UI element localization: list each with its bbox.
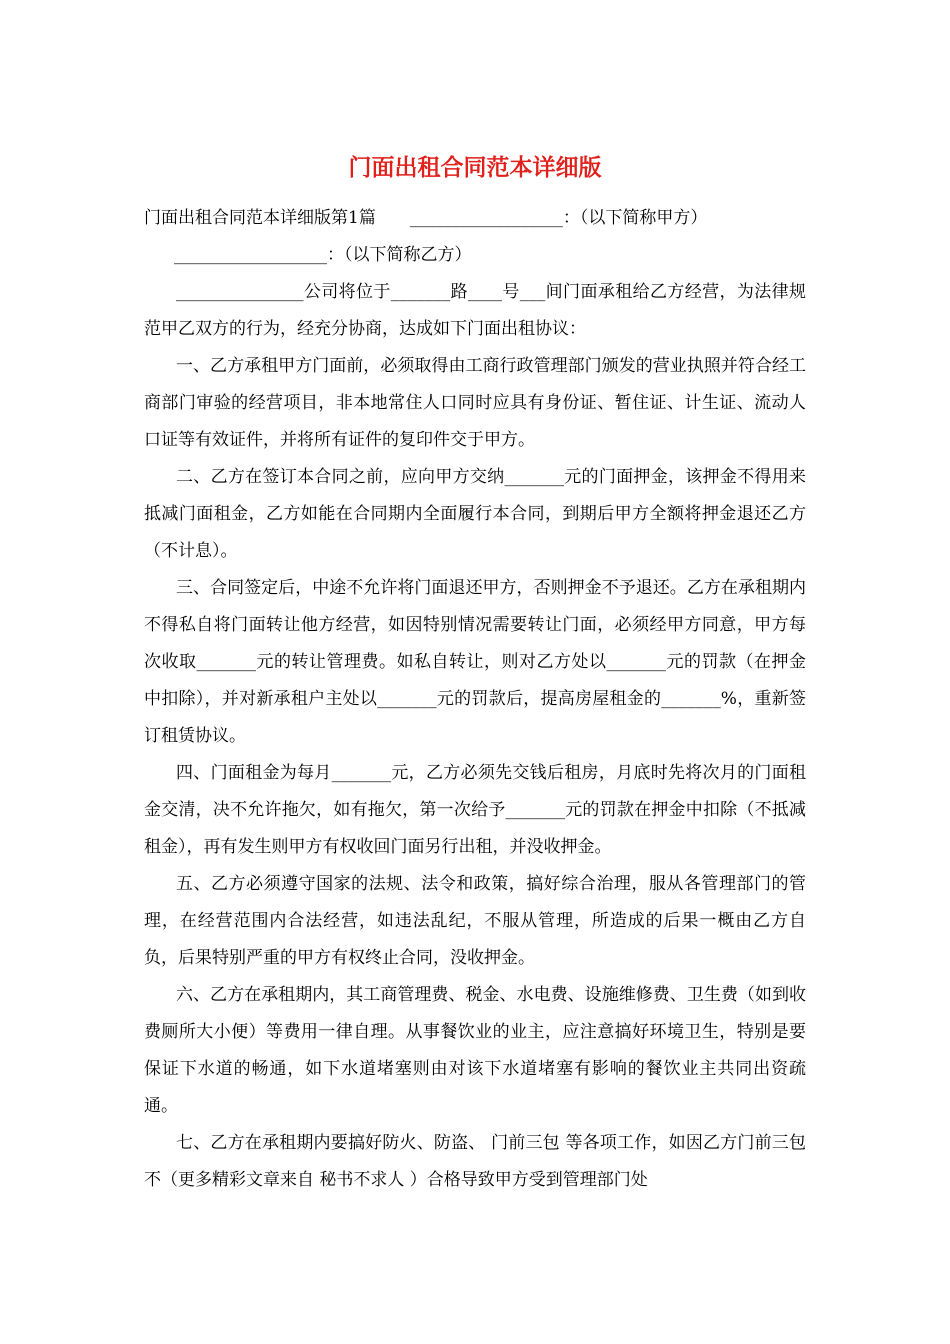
clause-3: 三、合同签定后，中途不允许将门面退还甲方，否则押金不予退还。乙方在承租期内不得私自将门面转让他方经营，如因特别情况需要转让门面，必须经甲方同意，甲方每次收取_______元的转让管理费。如私自转让，则对乙方处以_______元的罚款（在押金中扣除），并对新承租户主处以_______元的罚款后，提高房屋租金的_______%，重新签订租赁协议。 xyxy=(144,578,806,746)
clause-6: 六、乙方在承租期内，其工商管理费、税金、水电费、设施维修费、卫生费（如到收费厕所大小便）等费用一律自理。从事餐饮业的业主，应注意搞好环境卫生，特别是要保证下水道的畅通，如下水道堵塞则由对该下水道堵塞有影响的餐饮业主共同出资疏通。 xyxy=(144,985,806,1116)
party-b-line: __________________：（以下简称乙方） xyxy=(174,245,472,265)
clause-4: 四、门面租金为每月_______元，乙方必须先交钱后租房，月底时先将次月的门面租金交清，决不允许拖欠，如有拖欠，第一次给予_______元的罚款在押金中扣除（不抵减租金），再有发生则甲方有权收回门面另行出租，并没收押金。 xyxy=(144,763,806,857)
document-title: 门面出租合同范本详细版 xyxy=(348,154,602,181)
clause-1: 一、乙方承租甲方门面前，必须取得由工商行政管理部门颁发的营业执照并符合经工商部门审验的经营项目，非本地常住人口同时应具有身份证、暂住证、计生证、流动人口证等有效证件，并将所有证件的复印件交于甲方。 xyxy=(144,356,806,450)
clause-2: 二、乙方在签订本合同之前，应向甲方交纳_______元的门面押金，该押金不得用来抵减门面租金，乙方如能在合同期内全面履行本合同，到期后甲方全额将押金退还乙方（不计息）。 xyxy=(144,467,806,561)
clause-5: 五、乙方必须遵守国家的法规、法令和政策，搞好综合治理，服从各管理部门的管理，在经营范围内合法经营，如违法乱纪，不服从管理，所造成的后果一概由乙方自负，后果特别严重的甲方有权终止合同，没收押金。 xyxy=(144,874,806,968)
clause-7: 七、乙方在承租期内要搞好防火、防盗、 门前三包 等各项工作，如因乙方门前三包 不（更多精彩文章来自 秘书不求人 ）合格导致甲方受到管理部门处 xyxy=(144,1133,806,1190)
section-heading-line: 门面出租合同范本详细版第1篇 __________________：（以下简称甲方） xyxy=(144,208,708,228)
preamble-paragraph: _______________公司将位于_______路____号___间门面承租给乙方经营，为法律规范甲乙双方的行为，经充分协商，达成如下门面出租协议： xyxy=(144,282,806,339)
